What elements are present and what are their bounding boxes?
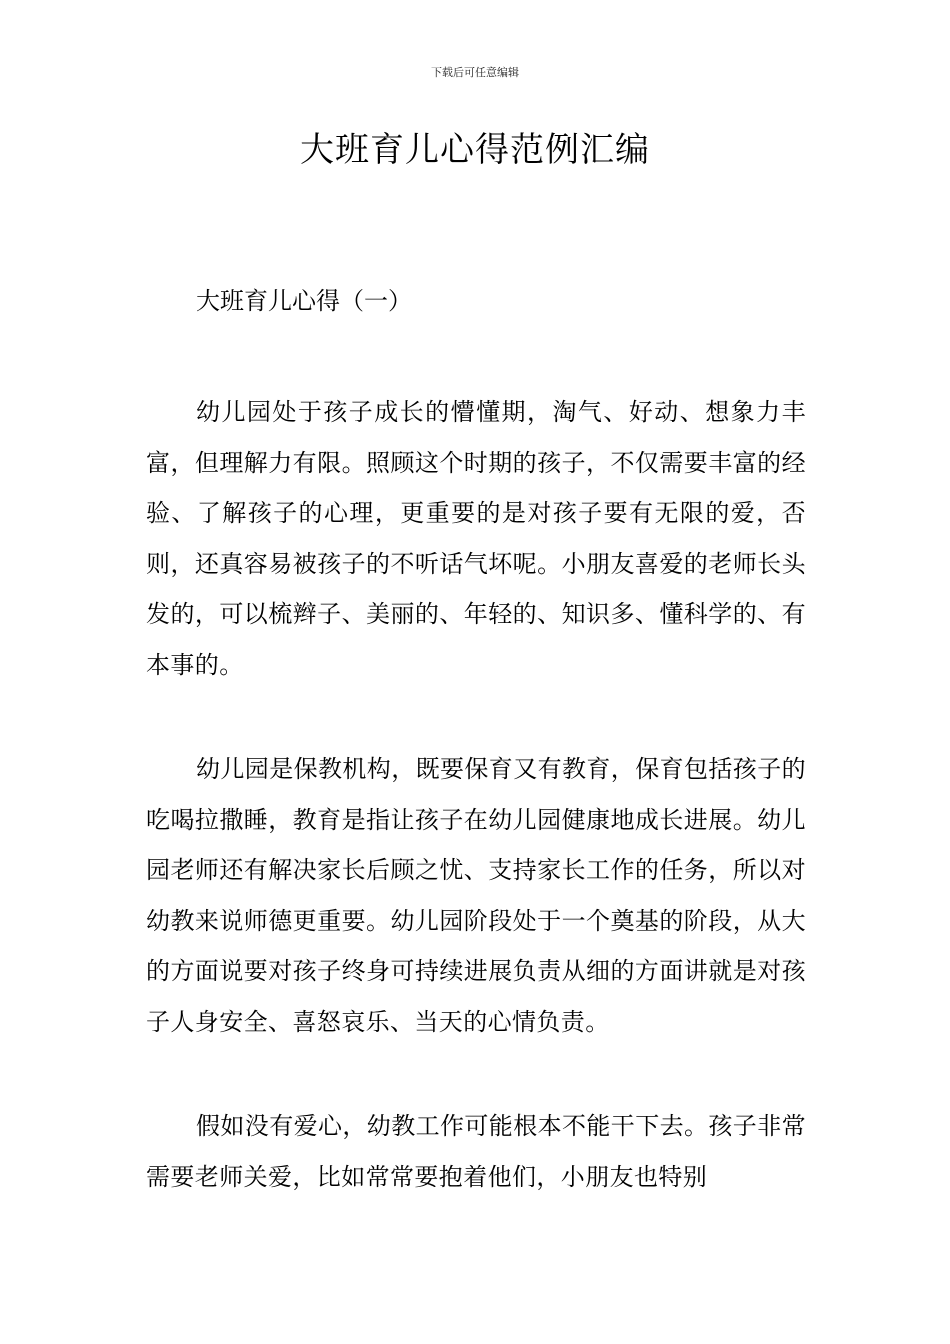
document-body: [146, 279, 806, 1202]
section-heading: 大班育儿心得（一）: [196, 287, 412, 315]
paragraph-1: 幼儿园处于孩子成长的懵懂期，淘气、好动、想象力丰富，但理解力有限。照顾这个时期的孩子，不仅需要丰富的经验、了解孩子的心理，更重要的是对孩子要有无限的爱，否则，还真容易被孩子的不听话气坏呢。小朋友喜爱的老师长头发的，可以梳辫子、美丽的、年轻的、知识多、懂科学的、有本事的。: [146, 398, 806, 679]
paragraph-2: 幼儿园是保教机构，既要保育又有教育，保育包括孩子的吃喝拉撒睡，教育是指让孩子在幼儿园健康地成长进展。幼儿园老师还有解决家长后顾之忧、支持家长工作的任务，所以对幼教来说师德更重要。幼儿园阶段处于一个奠基的阶段，从大的方面说要对孩子终身可持续进展负责从细的方面讲就是对孩子人身安全、喜怒哀乐、当天的心情负责。: [146, 755, 806, 1036]
document-title: 大班育儿心得范例汇编: [300, 130, 650, 170]
paragraph-3: 假如没有爱心，幼教工作可能根本不能干下去。孩子非常需要老师关爱，比如常常要抱着他们，小朋友也特别: [146, 1112, 806, 1191]
header-note: 下载后可任意编辑: [431, 66, 519, 79]
spacer: [146, 1047, 806, 1101]
spacer: [146, 690, 806, 744]
spacer: [146, 323, 806, 387]
